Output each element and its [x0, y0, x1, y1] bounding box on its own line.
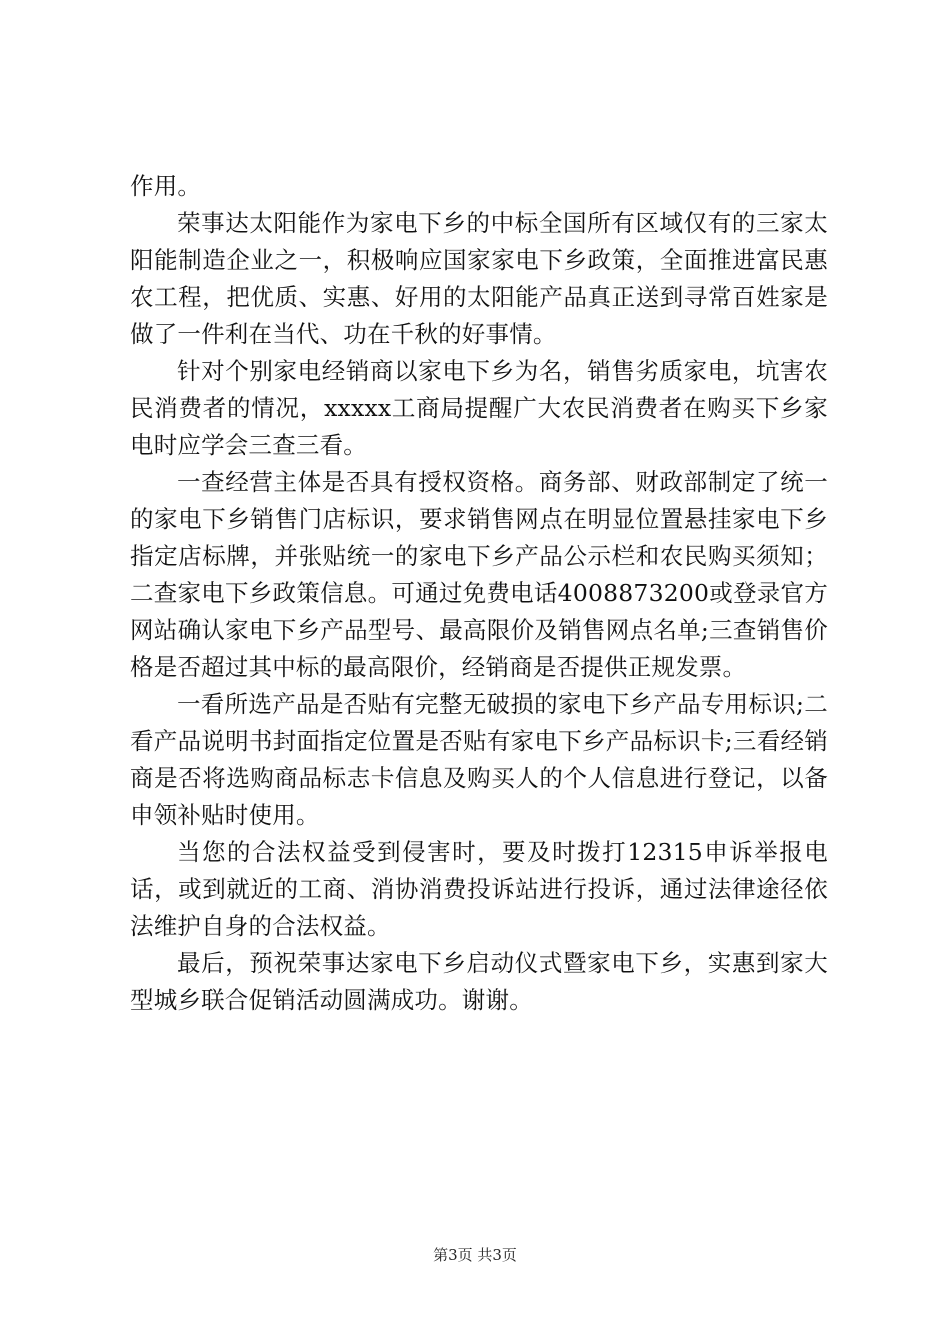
paragraph-closing: 最后，预祝荣事达家电下乡启动仪式暨家电下乡，实惠到家大型城乡联合促销活动圆满成功。谢谢。 — [130, 949, 828, 1014]
page-footer: 第3页 共3页 — [433, 1246, 517, 1264]
document-body — [130, 168, 828, 1019]
paragraph-complaint-hotline: 当您的合法权益受到侵害时，要及时拨打12315申诉举报电话，或到就近的工商、消协消费投诉站进行投诉，通过法律途径依法维护自身的合法权益。 — [130, 838, 828, 940]
paragraph-consumer-warning: 针对个别家电经销商以家电下乡为名，销售劣质家电，坑害农民消费者的情况，xxxxx工商局提醒广大农民消费者在购买下乡家电时应学会三查三看。 — [130, 357, 828, 459]
paragraph-three-looks: 一看所选产品是否贴有完整无破损的家电下乡产品专用标识;二看产品说明书封面指定位置是否贴有家电下乡产品标识卡;三看经销商是否将选购商品标志卡信息及购买人的个人信息进行登记，以备申领补贴时使用。 — [130, 690, 828, 829]
paragraph-rongshida-intro: 荣事达太阳能作为家电下乡的中标全国所有区域仅有的三家太阳能制造企业之一，积极响应国家家电下乡政策，全面推进富民惠农工程，把优质、实惠、好用的太阳能产品真正送到寻常百姓家是做了一件利在当代、功在千秋的好事情。 — [130, 209, 828, 348]
paragraph-continuation: 作用。 — [130, 172, 202, 200]
paragraph-three-checks: 一查经营主体是否具有授权资格。商务部、财政部制定了统一的家电下乡销售门店标识，要求销售网点在明显位置悬挂家电下乡指定店标牌，并张贴统一的家电下乡产品公示栏和农民购买须知；二查家电下乡政策信息。可通过免费电话4008873200或登录官方网站确认家电下乡产品型号、最高限价及销售网点名单;三查销售价格是否超过其中标的最高限价，经销商是否提供正规发票。 — [130, 468, 828, 681]
